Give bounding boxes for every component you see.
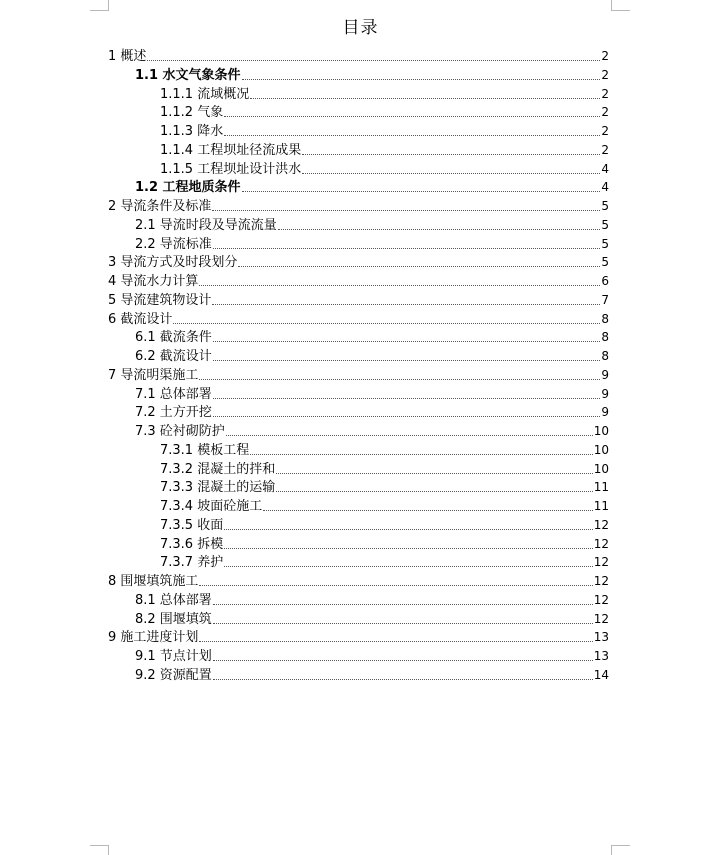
toc-leader-dots bbox=[278, 229, 601, 230]
toc-leader-dots bbox=[147, 60, 600, 61]
toc-leader-dots bbox=[199, 285, 600, 286]
toc-entry-text: 7.3.6 拆模 bbox=[160, 536, 224, 552]
toc-entry[interactable] bbox=[108, 47, 609, 66]
toc-page-number: 4 bbox=[601, 161, 609, 176]
toc-page-number: 11 bbox=[593, 480, 609, 495]
toc-page-number: 12 bbox=[593, 517, 609, 532]
toc-entry-text: 8.2 围堰填筑 bbox=[135, 611, 212, 627]
toc-page-number: 8 bbox=[601, 330, 609, 345]
toc-entry-text: 6 截流设计 bbox=[108, 311, 173, 327]
toc-page-number: 4 bbox=[601, 180, 609, 195]
toc-entry-text: 1.1.3 降水 bbox=[160, 124, 224, 139]
toc-page-number: 13 bbox=[593, 649, 609, 663]
toc-page-number: 2 bbox=[601, 86, 609, 101]
toc-leader-dots bbox=[224, 548, 593, 549]
page-corner-mark-bottom-right bbox=[611, 845, 630, 855]
toc-page-number: 7 bbox=[601, 292, 609, 307]
toc-page-number: 5 bbox=[601, 236, 609, 251]
toc-leader-dots bbox=[213, 248, 601, 249]
toc-entry[interactable] bbox=[108, 310, 609, 329]
toc-page-number: 6 bbox=[601, 274, 609, 288]
toc-entry[interactable] bbox=[108, 66, 609, 85]
toc-entry-text: 1.1.1 流域概况 bbox=[160, 86, 250, 102]
toc-leader-dots bbox=[212, 304, 600, 305]
toc-page-number: 12 bbox=[593, 611, 609, 626]
toc-entry[interactable] bbox=[108, 441, 609, 460]
toc-page-number: 2 bbox=[601, 142, 609, 157]
toc-page-number: 12 bbox=[593, 574, 609, 588]
toc-leader-dots bbox=[213, 360, 601, 361]
toc-page-number: 10 bbox=[593, 442, 609, 457]
toc-entry-text: 1.1.5 工程坝址设计洪水 bbox=[160, 161, 302, 177]
toc-entry[interactable] bbox=[108, 628, 609, 647]
page-corner-mark-top-right bbox=[611, 0, 630, 11]
toc-page-number: 12 bbox=[593, 555, 609, 570]
toc-entry-text: 7.1 总体部署 bbox=[135, 386, 212, 402]
toc-entry-text: 7.3.5 收面 bbox=[160, 517, 224, 533]
toc-entry-text: 7.3.4 坡面砼施工 bbox=[160, 499, 263, 514]
toc-entry[interactable] bbox=[108, 366, 609, 385]
toc-page-number: 12 bbox=[593, 592, 609, 607]
toc-entry-text: 2 导流条件及标准 bbox=[108, 199, 212, 214]
toc-entry[interactable] bbox=[108, 328, 609, 347]
toc-entry-text: 4 导流水力计算 bbox=[108, 274, 199, 289]
toc-entry[interactable] bbox=[108, 610, 609, 629]
toc-entry[interactable] bbox=[108, 666, 609, 685]
toc-page-number: 9 bbox=[601, 405, 609, 420]
toc-page-number: 2 bbox=[601, 124, 609, 138]
toc-leader-dots bbox=[213, 679, 593, 680]
toc-entry[interactable] bbox=[108, 591, 609, 610]
toc-entry-text: 2.1 导流时段及导流流量 bbox=[135, 217, 277, 233]
toc-page-number: 13 bbox=[593, 630, 609, 645]
toc-entry[interactable] bbox=[108, 178, 609, 197]
toc-leader-dots bbox=[226, 435, 593, 436]
toc-title: 目录 bbox=[342, 18, 379, 38]
toc-leader-dots bbox=[213, 660, 593, 661]
toc-entry[interactable] bbox=[108, 160, 609, 179]
toc-entry-text: 1.1.4 工程坝址径流成果 bbox=[160, 142, 302, 158]
toc-entry-text: 9 施工进度计划 bbox=[108, 630, 199, 646]
toc-entry[interactable] bbox=[108, 403, 609, 422]
toc-page-number: 9 bbox=[601, 367, 609, 382]
toc-leader-dots bbox=[213, 398, 601, 399]
toc-entry-text: 1.1 水文气象条件 bbox=[135, 67, 241, 83]
toc-entry[interactable] bbox=[108, 103, 609, 122]
toc-entry[interactable] bbox=[108, 516, 609, 535]
toc-entry-text: 1 概述 bbox=[108, 49, 147, 64]
toc-entry[interactable] bbox=[108, 253, 609, 272]
toc-leader-dots bbox=[276, 491, 593, 492]
toc-entry-text: 2.2 导流标准 bbox=[135, 236, 212, 252]
toc-entry[interactable] bbox=[108, 422, 609, 441]
toc-entry[interactable] bbox=[108, 553, 609, 572]
toc-page-number: 5 bbox=[601, 217, 609, 232]
toc-page-number: 10 bbox=[593, 424, 609, 438]
toc-leader-dots bbox=[199, 585, 592, 586]
toc-entry-text: 7 导流明渠施工 bbox=[108, 367, 199, 383]
toc-leader-dots bbox=[250, 98, 600, 99]
toc-entry[interactable] bbox=[108, 460, 609, 479]
toc-leader-dots bbox=[224, 529, 593, 530]
toc-leader-dots bbox=[213, 341, 601, 342]
toc-entry-text: 7.3.2 混凝土的拌和 bbox=[160, 461, 276, 477]
toc-entry[interactable] bbox=[108, 291, 609, 310]
toc-entry-text: 9.1 节点计划 bbox=[135, 649, 212, 664]
toc-leader-dots bbox=[173, 323, 600, 324]
toc-leader-dots bbox=[224, 566, 593, 567]
toc-page-number: 5 bbox=[601, 199, 609, 213]
toc-entry[interactable] bbox=[108, 535, 609, 554]
toc-entry-text: 8 围堰填筑施工 bbox=[108, 574, 199, 589]
toc-entry[interactable] bbox=[108, 122, 609, 141]
toc-entry-text: 7.3.3 混凝土的运输 bbox=[160, 480, 276, 496]
toc-entry-text: 1.2 工程地质条件 bbox=[135, 180, 241, 196]
toc-entry[interactable] bbox=[108, 85, 609, 104]
toc-leader-dots bbox=[250, 454, 593, 455]
page-corner-mark-bottom-left bbox=[90, 845, 109, 855]
toc-page-number: 2 bbox=[601, 67, 609, 82]
toc-page-number: 8 bbox=[601, 349, 609, 363]
page-corner-mark-top-left bbox=[90, 0, 109, 11]
toc-page-number: 11 bbox=[593, 499, 609, 513]
toc-entry[interactable] bbox=[108, 235, 609, 254]
toc-entry[interactable] bbox=[108, 141, 609, 160]
toc-entry-text: 6.2 截流设计 bbox=[135, 349, 212, 364]
toc-entry-text: 7.3.1 模板工程 bbox=[160, 442, 250, 458]
toc-page-number: 9 bbox=[601, 386, 609, 401]
toc-entry-text: 7.2 土方开挖 bbox=[135, 405, 212, 421]
toc-entry-text: 1.1.2 气象 bbox=[160, 105, 224, 121]
toc-page-number: 2 bbox=[601, 49, 609, 63]
toc-leader-dots bbox=[199, 379, 600, 380]
toc-entry[interactable] bbox=[108, 272, 609, 291]
toc-page-number: 8 bbox=[601, 311, 609, 326]
toc-entry[interactable] bbox=[108, 497, 609, 516]
toc-leader-dots bbox=[302, 154, 600, 155]
toc-leader-dots bbox=[302, 173, 600, 174]
toc-leader-dots bbox=[224, 116, 600, 117]
toc-entry-text: 7.3 砼衬砌防护 bbox=[135, 424, 225, 439]
toc-leader-dots bbox=[213, 623, 593, 624]
toc-entry-text: 5 导流建筑物设计 bbox=[108, 292, 212, 308]
toc-entry[interactable] bbox=[108, 385, 609, 404]
toc-leader-dots bbox=[276, 473, 593, 474]
toc-leader-dots bbox=[242, 191, 601, 192]
toc-leader-dots bbox=[213, 416, 601, 417]
toc-page-number: 10 bbox=[593, 461, 609, 476]
toc-entry[interactable] bbox=[108, 647, 609, 666]
toc-leader-dots bbox=[242, 79, 601, 80]
toc-entry[interactable] bbox=[108, 347, 609, 366]
toc-entry-text: 9.2 资源配置 bbox=[135, 667, 212, 683]
toc-leader-dots bbox=[238, 266, 600, 267]
toc-leader-dots bbox=[263, 510, 593, 511]
toc-leader-dots bbox=[213, 604, 593, 605]
toc-page-number: 14 bbox=[593, 667, 609, 682]
toc-leader-dots bbox=[199, 641, 592, 642]
toc-page-number: 5 bbox=[601, 255, 609, 270]
toc-leader-dots bbox=[224, 135, 600, 136]
toc-entry[interactable] bbox=[108, 478, 609, 497]
toc-entry-text: 3 导流方式及时段划分 bbox=[108, 255, 238, 271]
toc-entry-text: 7.3.7 养护 bbox=[160, 555, 224, 571]
toc-entry-text: 6.1 截流条件 bbox=[135, 330, 212, 346]
toc-entry[interactable] bbox=[108, 197, 609, 216]
toc-entry[interactable] bbox=[108, 216, 609, 235]
toc-leader-dots bbox=[212, 210, 600, 211]
toc-entry[interactable] bbox=[108, 572, 609, 591]
toc-entry-text: 8.1 总体部署 bbox=[135, 592, 212, 608]
toc-page-number: 12 bbox=[593, 536, 609, 551]
toc-page-number: 2 bbox=[601, 105, 609, 120]
